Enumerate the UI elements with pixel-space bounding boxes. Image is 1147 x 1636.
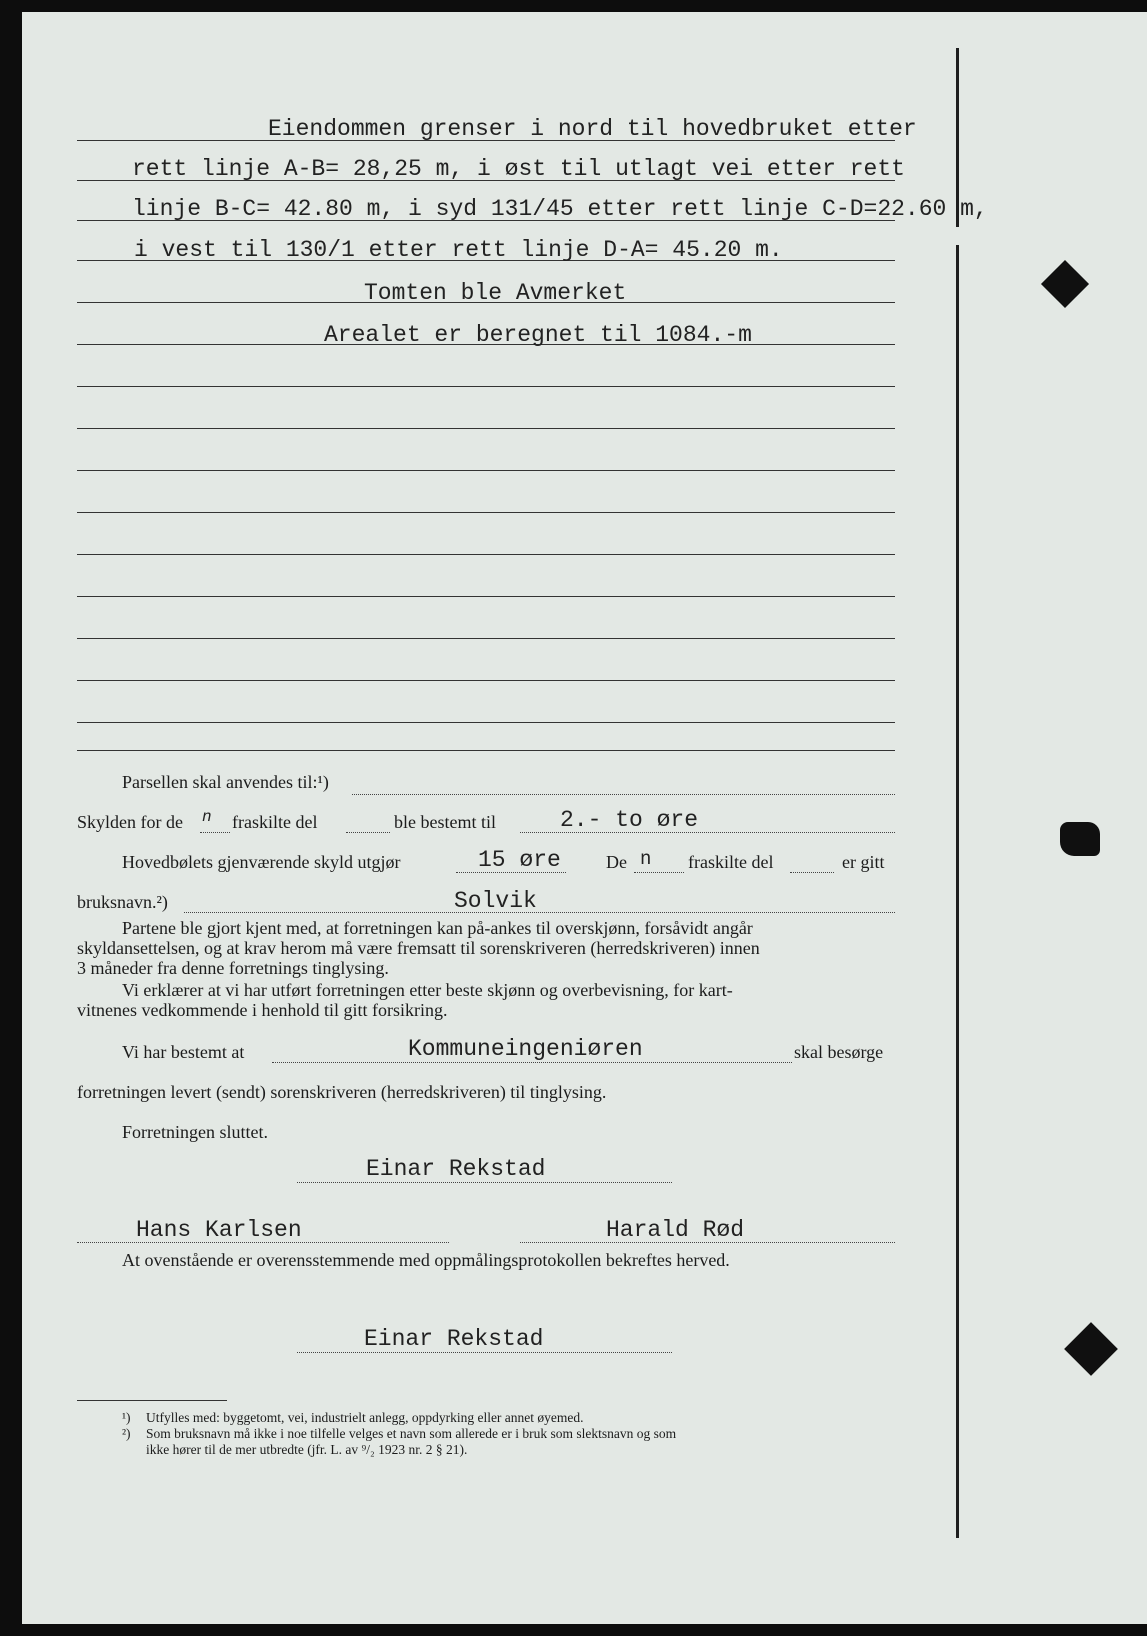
description-line-5: Tomten ble Avmerket	[364, 280, 627, 306]
description-line-4: i vest til 130/1 etter rett linje D-A= 45.20 m.	[134, 237, 783, 263]
footnote-1-mark: ¹)	[122, 1410, 131, 1425]
punch-hole-mark-icon	[1060, 822, 1100, 856]
hovedbol-label-c: fraskilte del	[688, 852, 774, 872]
bruksnavn-value: Solvik	[454, 888, 537, 914]
footnote-3-text: ikke hører til de mer utbredte (jfr. L. av ⁹/₂ 1923 nr. 2 § 21).	[146, 1442, 468, 1457]
bestemt-field	[272, 1062, 792, 1063]
punch-hole-mark-icon	[1041, 260, 1089, 308]
signature-line-1	[297, 1182, 672, 1183]
skylden-label-a: Skylden for de	[77, 812, 183, 832]
partene-line-1: Partene ble gjort kjent med, at forretningen kan på-ankes til overskjønn, forsåvidt angår	[122, 918, 753, 938]
skylden-value: 2.- to øre	[560, 807, 699, 833]
ruled-line	[77, 512, 895, 513]
signature-4: Einar Rekstad	[364, 1326, 544, 1352]
hovedbol-dotted-2	[634, 872, 684, 873]
ruled-line	[77, 386, 895, 387]
skylden-fill-1: n	[202, 808, 212, 826]
skylden-label-c: ble bestemt til	[394, 812, 496, 832]
sluttet-text: Forretningen sluttet.	[122, 1122, 268, 1142]
signature-2: Hans Karlsen	[136, 1217, 302, 1243]
skylden-dotted-1	[200, 832, 230, 833]
erklaerer-line-2: vitnenes vedkommende i henhold til gitt forsikring.	[77, 1000, 448, 1020]
description-line-2: rett linje A-B= 28,25 m, i øst til utlagt vei etter rett	[132, 156, 905, 182]
hovedbol-dotted-3	[790, 872, 834, 873]
footnote-1-text: Utfylles med: byggetomt, vei, industrielt anlegg, oppdyrking eller annet øyemed.	[146, 1410, 584, 1425]
hovedbol-label-b: De	[606, 852, 627, 872]
description-line-6: Arealet er beregnet til 1084.-m	[324, 322, 752, 348]
bruksnavn-field	[184, 912, 895, 913]
footnote-2-text: Som bruksnavn må ikke i noe tilfelle velges et navn som allerede er i bruk som slektsnavn og som	[146, 1426, 677, 1441]
ruled-line	[77, 596, 895, 597]
hovedbol-fill: n	[640, 848, 652, 870]
skylden-dotted-2	[346, 832, 390, 833]
signature-line-4	[297, 1352, 672, 1353]
hovedbol-value: 15 øre	[478, 847, 561, 873]
description-line-1: Eiendommen grenser i nord til hovedbruket etter	[268, 116, 917, 142]
rule-gap	[956, 227, 965, 245]
ruled-line	[77, 722, 895, 723]
ruled-line	[77, 554, 895, 555]
margin-rule	[956, 48, 959, 1538]
ruled-line	[77, 638, 895, 639]
parsellen-label: Parsellen skal anvendes til:¹)	[122, 772, 329, 792]
ruled-line	[77, 680, 895, 681]
bestemt-label-a: Vi har bestemt at	[122, 1042, 245, 1062]
bestemt-label-b: skal besørge	[794, 1042, 884, 1062]
signature-1: Einar Rekstad	[366, 1156, 546, 1182]
levert-text: forretningen levert (sendt) sorenskriveren (herredskriveren) til tinglysing.	[77, 1082, 607, 1102]
footnote-2-mark: ²)	[122, 1426, 131, 1441]
ruled-line	[77, 470, 895, 471]
bruksnavn-label: bruksnavn.²)	[77, 892, 168, 912]
parsellen-field	[352, 794, 895, 795]
ruled-line	[77, 750, 895, 751]
punch-hole-mark-icon	[1064, 1322, 1118, 1376]
hovedbol-label-d: er gitt	[842, 852, 885, 872]
partene-line-2: skyldansettelsen, og at krav herom må være fremsatt til sorenskriveren (herredskriveren) innen	[77, 938, 760, 958]
description-line-3: linje B-C= 42.80 m, i syd 131/45 etter rett linje C-D=22.60 m,	[132, 196, 988, 222]
erklaerer-line-1: Vi erklærer at vi har utført forretningen etter beste skjønn og overbevisning, for kart-	[122, 980, 733, 1000]
document-page	[22, 12, 1147, 1624]
partene-line-3: 3 måneder fra denne forretnings tinglysing.	[77, 958, 389, 978]
bestemt-value: Kommuneingeniøren	[408, 1036, 643, 1062]
footnote-separator	[77, 1400, 227, 1401]
ruled-line	[77, 428, 895, 429]
signature-3: Harald Rød	[606, 1217, 745, 1243]
ovenstaaende-text: At ovenstående er overensstemmende med oppmålingsprotokollen bekreftes herved.	[122, 1250, 730, 1270]
hovedbol-label-a: Hovedbølets gjenværende skyld utgjør	[122, 852, 401, 872]
skylden-label-b: fraskilte del	[232, 812, 318, 832]
